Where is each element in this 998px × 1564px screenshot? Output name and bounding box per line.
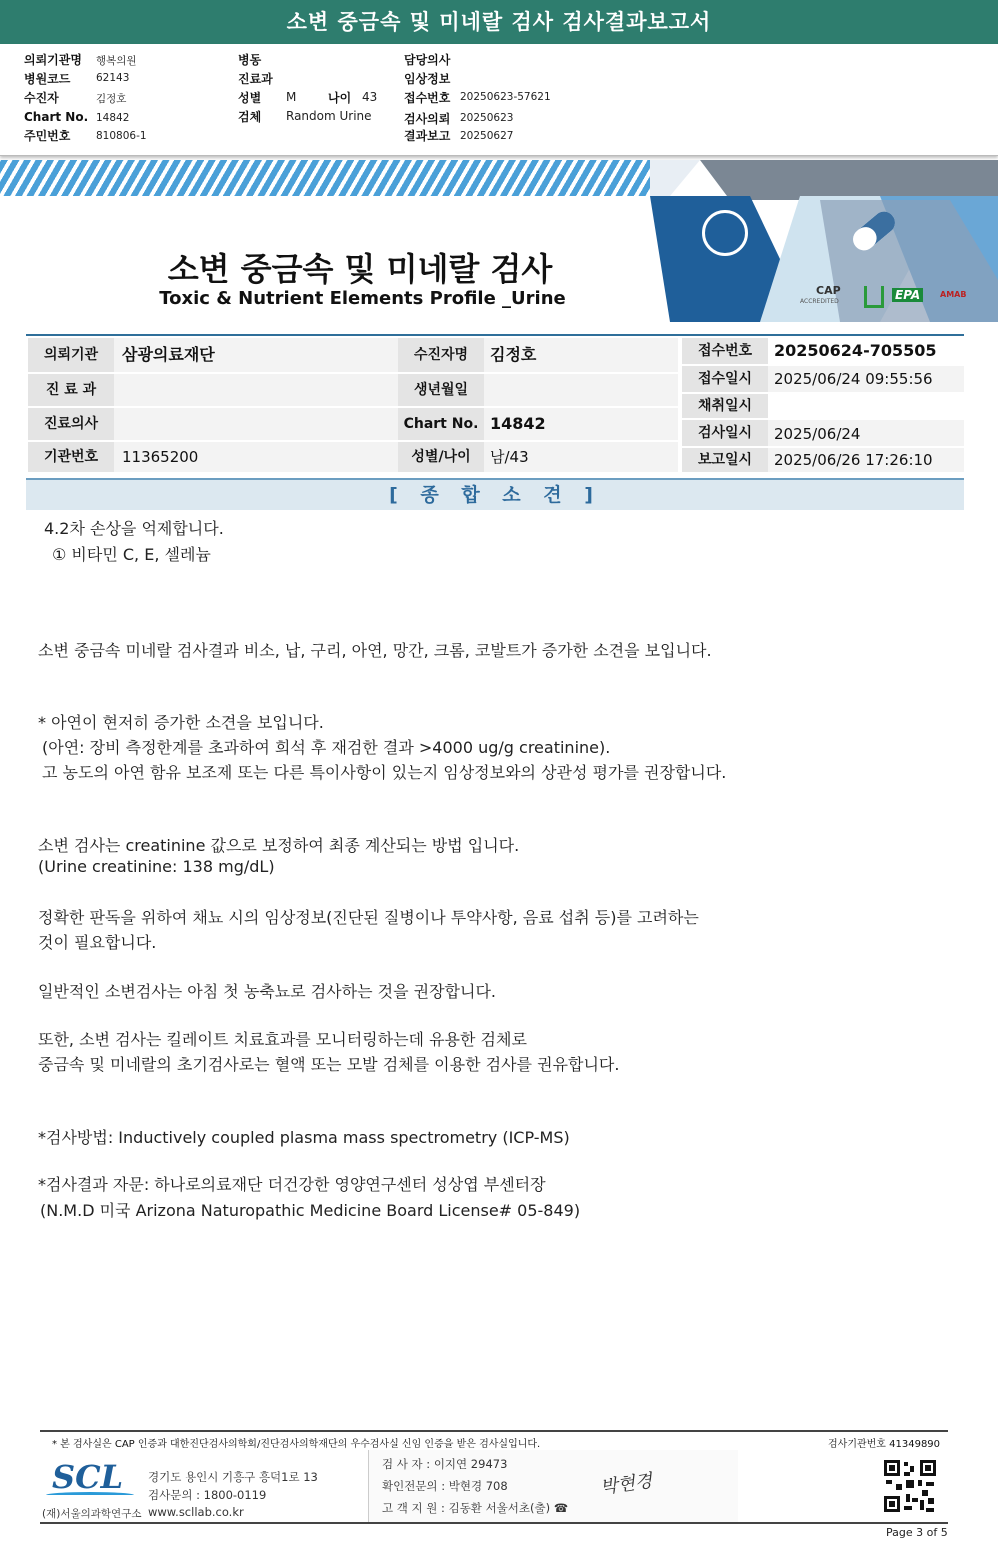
footer-bottom-rule [40,1522,948,1524]
summary-line: *검사방법: Inductively coupled plasma mass spectrometry (ICP-MS) [38,1128,570,1147]
scl-logo [44,1456,140,1502]
value-department [114,374,398,406]
label-request-date: 검사의뢰 [404,112,451,126]
label-ward: 병동 [238,53,262,67]
label-patient: 수진자 [24,91,59,105]
label-receipt-number: 접수번호 [682,338,768,364]
qr-code-icon [882,1458,938,1514]
summary-line: 일반적인 소변검사는 아침 첫 농축뇨로 검사하는 것을 권장합니다. [38,982,497,1001]
value-requesting-institution: 삼광의료재단 [114,338,398,372]
info-table-top-rule [26,334,964,336]
label-accession-no: 접수번호 [404,91,451,105]
label-clinical-info: 임상정보 [404,72,451,86]
value-request-date: 20250623 [460,112,514,124]
value-sex-age: 남/43 [484,442,678,472]
label-age: 나이 [328,91,352,105]
footer-signature: 박현경 [599,1470,654,1499]
footer-tester: 검 사 자 : 이지연 29473 [382,1457,508,1471]
value-chart-number: 14842 [484,408,678,440]
summary-line: (N.M.D 미국 Arizona Naturopathic Medicine Board License# 05-849) [40,1201,581,1220]
label-institution-name: 의뢰기관명 [24,53,82,67]
amab-logo: AMAB [940,290,967,299]
scl-logo-swoosh [46,1492,134,1498]
value-receipt-number: 20250624-705505 [774,341,937,360]
summary-line: *검사결과 자문: 하나로의료재단 더건강한 영양연구센터 성상엽 부센터장 [38,1175,546,1194]
label-dept: 진료과 [238,72,273,86]
page-number: Page 3 of 5 [886,1526,948,1539]
lm-logo [864,286,884,308]
summary-line: (Urine creatinine: 138 mg/dL) [38,857,275,876]
summary-heading: [ 종 합 소 견 ] [26,478,964,510]
summary-line: 중금속 및 미네랄의 초기검사로는 혈액 또는 모발 검체를 이용한 검사를 권유합니다. [38,1055,620,1074]
summary-line: 것이 필요합니다. [38,933,157,952]
label-receipt-date: 접수일시 [682,366,768,392]
value-physician [114,408,398,440]
value-sex: M [286,90,297,104]
patient-header [0,44,998,156]
summary-line: 4.2차 손상을 억제합니다. [44,519,224,538]
report-title-english: Toxic & Nutrient Elements Profile _Urine [159,288,566,309]
cap-accredited-text: ACCREDITED [800,298,839,305]
label-doctor: 담당의사 [404,53,451,67]
value-age: 43 [362,90,378,104]
value-report-datetime: 2025/06/26 17:26:10 [768,448,964,472]
label-resident-no: 주민번호 [24,129,71,143]
label-patient-name: 수진자명 [398,338,484,372]
label-birth-date: 생년월일 [398,374,484,406]
footer-phone: 검사문의 : 1800-0119 [148,1488,267,1502]
cap-logo: CAP [816,284,841,297]
value-institution-name: 행복의원 [96,55,137,67]
value-specimen: Random Urine [286,109,372,123]
value-accession-no: 20250623-57621 [460,91,551,103]
summary-line: 또한, 소변 검사는 킬레이트 치료효과를 모니터링하는데 유용한 검체로 [38,1030,527,1049]
label-department: 진 료 과 [28,374,114,406]
label-chart-no: Chart No. [24,110,89,124]
scl-logo-text: SCL [52,1458,124,1496]
footer-certification-note: * 본 검사실은 CAP 인증과 대한진단검사의학회/진단검사의학재단의 우수검사실 신임 인증을 받은 검사실입니다. [52,1439,541,1450]
footer-support: 고 객 지 원 : 김동환 서울서초(출) ☎ [382,1501,569,1515]
value-patient: 김정호 [96,93,127,105]
summary-line: * 아연이 현저히 증가한 소견을 보입니다. [38,713,324,732]
footer-confirmer: 확인전문의 : 박현경 708 [382,1479,508,1493]
label-requesting-institution: 의뢰기관 [28,338,114,372]
value-report-date: 20250627 [460,130,514,142]
label-report-datetime: 보고일시 [682,448,768,472]
label-collection-date: 채취일시 [682,394,768,418]
value-birth-date [484,374,678,406]
label-sex: 성별 [238,91,262,105]
summary-line: (아연: 장비 측정한계를 초과하여 희석 후 재검한 결과 >4000 ug/g creatinine). [42,738,611,757]
label-physician: 진료의사 [28,408,114,440]
value-test-date: 2025/06/24 [768,420,964,446]
summary-line: 정확한 판독을 위하여 채뇨 시의 임상정보(진단된 질병이나 투약사항, 음료 섭취 등)를 고려하는 [38,908,699,927]
value-patient-name: 김정호 [484,338,678,372]
summary-line: 소변 검사는 creatinine 값으로 보정하여 최종 계산되는 방법 입니다. [38,836,520,855]
footer-lab-number: 검사기관번호 41349890 [828,1439,941,1450]
value-hospital-code: 62143 [96,72,130,84]
value-resident-no: 810806-1 [96,130,147,142]
label-institution-number: 기관번호 [28,442,114,472]
label-hospital-code: 병원코드 [24,72,71,86]
summary-line: 소변 중금속 미네랄 검사결과 비소, 납, 구리, 아연, 망간, 크롬, 코발트가 증가한 소견을 보입니다. [38,641,712,660]
decorative-stripe [0,160,680,196]
report-banner-title: 소변 중금속 및 미네랄 검사 검사결과보고서 [0,0,998,44]
summary-line: ① 비타민 C, E, 셀레늄 [52,545,211,564]
summary-line: 고 농도의 아연 함유 보조제 또는 다른 특이사항이 있는지 임상정보와의 상관성 평가를 권장합니다. [42,763,727,782]
label-chart-number: Chart No. [398,408,484,440]
label-sex-age: 성별/나이 [398,442,484,472]
epa-logo: EPA [892,288,923,302]
footer-top-rule [40,1430,948,1432]
value-receipt-date: 2025/06/24 09:55:56 [768,366,964,392]
label-test-date: 검사일시 [682,420,768,446]
report-title-korean: 소변 중금속 및 미네랄 검사 [167,250,553,288]
label-specimen: 검체 [238,110,262,124]
value-chart-no: 14842 [96,112,130,124]
value-institution-number: 11365200 [114,442,398,472]
label-report-date: 결과보고 [404,129,451,143]
footer-organization: (재)서울의과학연구소 [42,1508,142,1520]
value-collection-date [768,394,964,418]
footer-address: 경기도 용인시 기흥구 흥덕1로 13 [148,1470,318,1484]
footer-website[interactable]: www.scllab.co.kr [148,1505,244,1519]
